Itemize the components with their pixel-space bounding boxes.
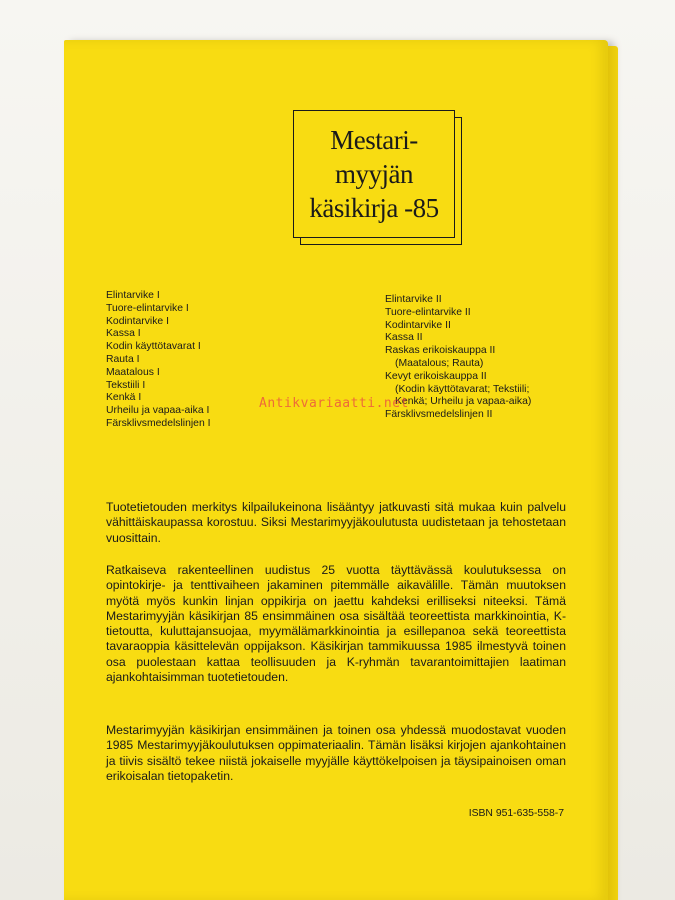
list-item: Kodintarvike I	[106, 315, 169, 327]
list-item: Urheilu ja vapaa-aika I	[106, 405, 210, 417]
list-item: Maatalous I	[106, 366, 160, 378]
page-edge	[608, 46, 618, 900]
list-item: Elintarvike II	[385, 294, 442, 305]
list-item: Tuore-elintarvike II	[385, 306, 471, 318]
list-item: (Kodin käyttötavarat; Tekstiili;	[395, 383, 530, 395]
list-item: Elintarvike I	[106, 290, 160, 301]
description-paragraph-3: Mestarimyyjän käsikirjan ensimmäinen ja toinen osa yhdessä muodostavat vuoden 1985 Mestarimyyjäkoulutuksen oppimateriaalin. Tämän lisäksi kirjojen ajankohtainen ja tiivis sisältö tekee niistä jokaiselle myyjälle käyttökelpoisen ja täysipainoisen oman erikoisalan tietopaketin.	[106, 723, 566, 783]
list-item: Kassa II	[385, 332, 423, 344]
list-item: Kenkä; Urheilu ja vapaa-aika)	[395, 396, 532, 408]
list-item: Kassa I	[106, 328, 141, 340]
list-item: Kodintarvike II	[385, 319, 451, 331]
description-paragraph-2: Ratkaiseva rakenteellinen uudistus 25 vuotta täyttävässä koulutuksessa on opintokirje- ja tenttivaiheen jakaminen pitemmälle aikavälille. Tämän muutoksen myötä myös kunkin linjan oppikirja on jaettu kahdeksi erilliseksi niteeksi. Tämä Mestarimyyjän käsikirjan 85 ensimmäinen osa sisältää teoreettista markkinointia, K-tietoutta, kuluttajansuojaa, myymälämarkkinointia ja esillepanoa sekä teoreettista tavaraoppia käsittelevän oppijakson. Käsikirjan tammikuussa 1985 ilmestyvä toinen osa puolestaan kattaa teollisuuden ja K-ryhmän tavarantoimittajien laatiman ajankohtaisimman tuotetietouden.	[106, 563, 566, 685]
watermark-text: Antikvariaatti.net	[259, 396, 409, 411]
title-box	[293, 110, 455, 238]
description-paragraph-1: Tuotetietouden merkitys kilpailukeinona lisääntyy jatkuvasti sitä mukaa kuin palvelu vähittäiskaupassa korostuu. Siksi Mestarimyyjäkoulutusta uudistetaan ja tehostetaan vuosittain.	[106, 500, 566, 545]
list-item: Kenkä I	[106, 392, 142, 404]
list-item: (Maatalous; Rauta)	[395, 357, 484, 369]
title-line-1: Mestari-	[330, 125, 418, 155]
title-line-2: myyjän	[335, 159, 413, 189]
list-item: Tuore-elintarvike I	[106, 302, 189, 314]
isbn-label: ISBN 951-635-558-7	[468, 808, 564, 819]
list-item: Färsklivsmedelslinjen I	[106, 417, 211, 429]
list-item: Kodin käyttötavarat I	[106, 341, 201, 353]
list-item: Tekstiili I	[106, 379, 146, 391]
list-item: Raskas erikoiskauppa II	[385, 345, 496, 357]
list-item: Färsklivsmedelslinjen II	[385, 409, 493, 421]
title-line-3: käsikirja -85	[309, 193, 439, 223]
book-back-cover	[64, 40, 608, 900]
list-item: Kevyt erikoiskauppa II	[385, 370, 487, 382]
left-course-list	[106, 290, 211, 431]
list-item: Rauta I	[106, 353, 140, 365]
